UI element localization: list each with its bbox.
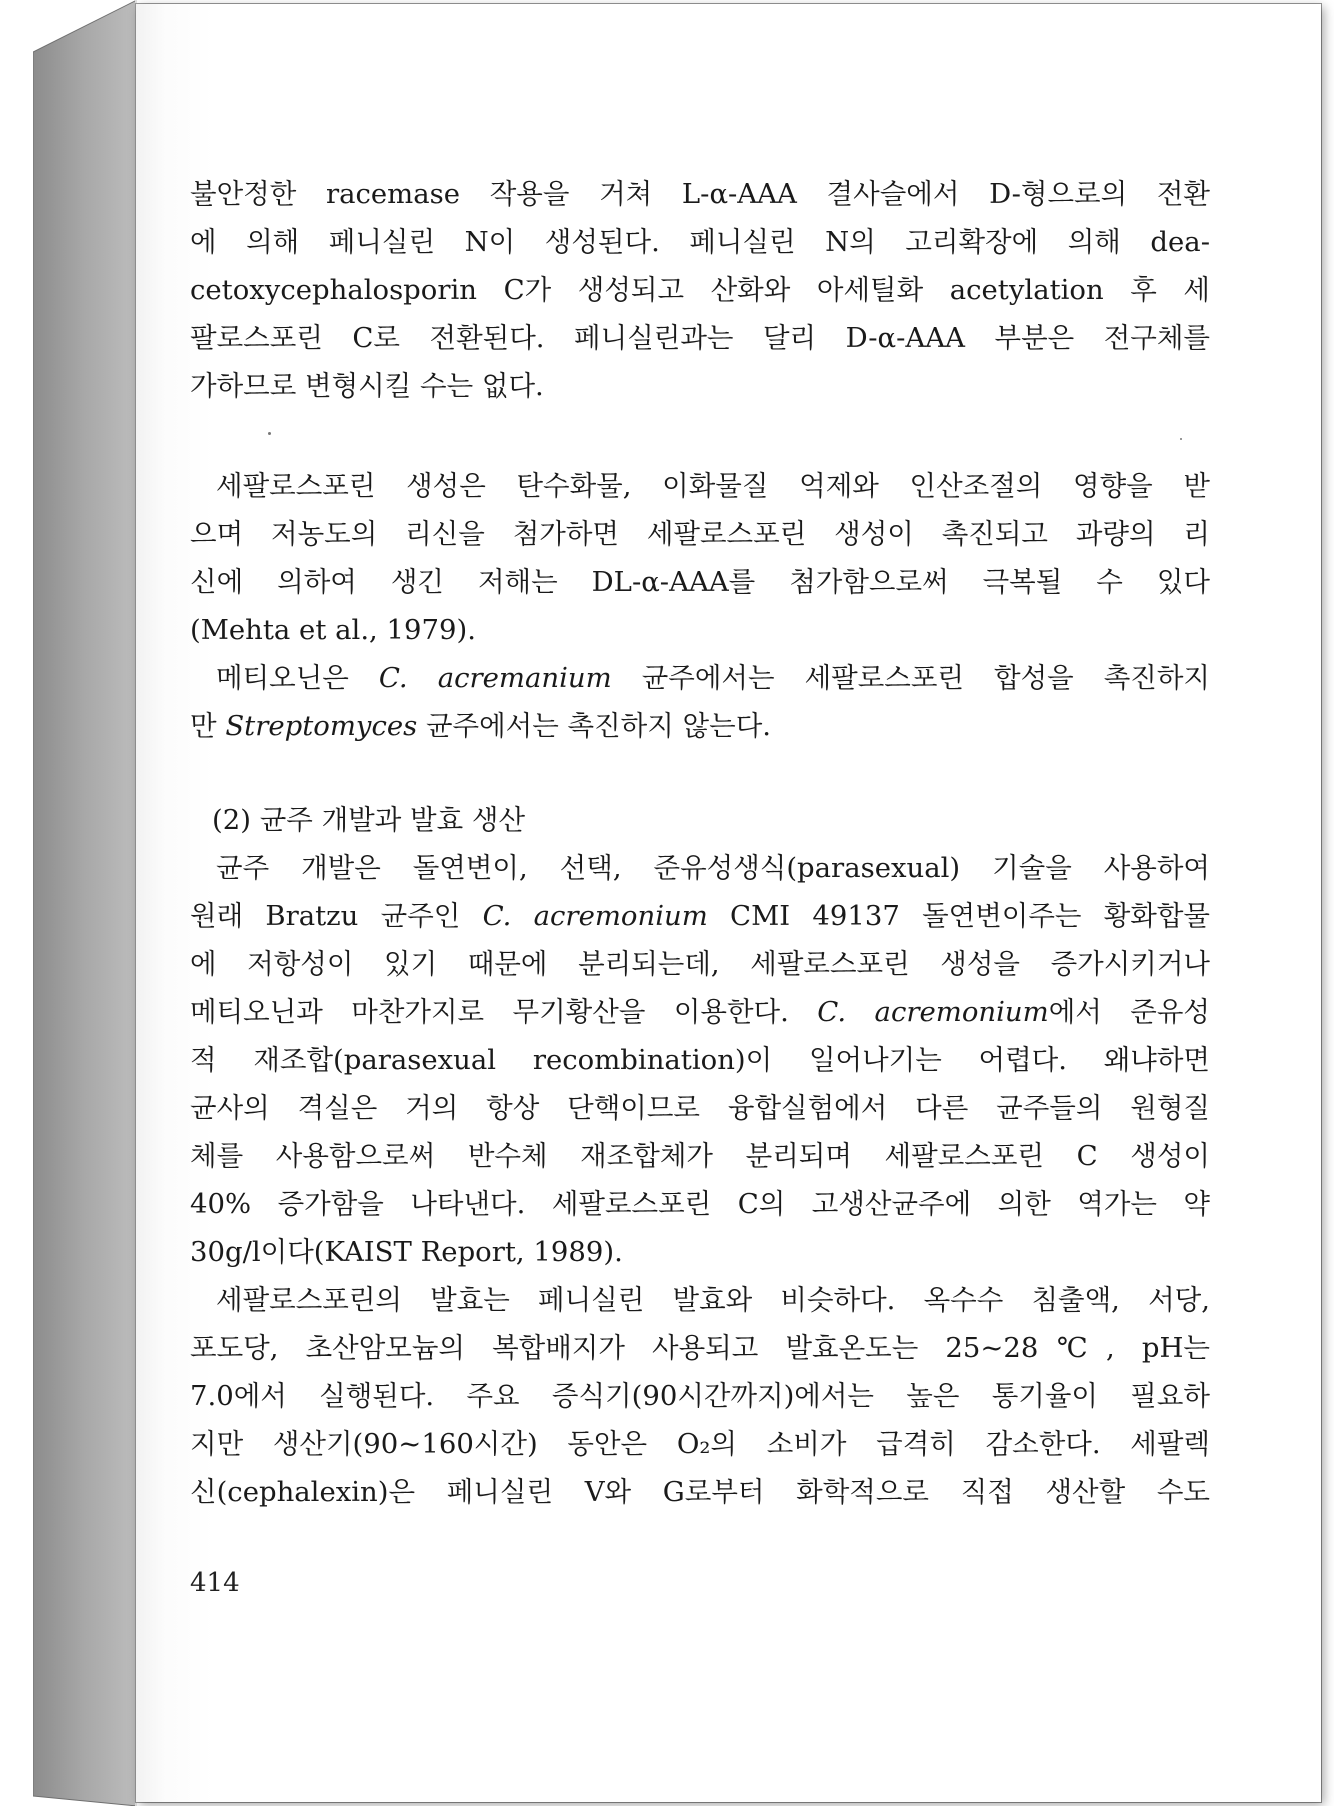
text-line: 적 재조합(parasexual recombination)이 일어나기는 어렵다. 왜냐하면	[190, 1044, 1210, 1076]
text-line: 신(cephalexin)은 페니실린 V와 G로부터 화학적으로 직접 생산할 수도	[190, 1476, 1210, 1508]
text-line: 팔로스포린 C로 전환된다. 페니실린과는 달리 D-α-AAA 부분은 전구체를	[190, 322, 1210, 354]
paragraph-5	[190, 1276, 1210, 1516]
text-line: 40% 증가함을 나타낸다. 세팔로스포린 C의 고생산균주에 의한 역가는 약	[190, 1188, 1210, 1220]
text-line: 세팔로스포린 생성은 탄수화물, 이화물질 억제와 인산조절의 영향을 받	[216, 470, 1210, 502]
text-line: 지만 생산기(90~160시간) 동안은 O₂의 소비가 급격히 감소한다. 세팔렉	[190, 1428, 1210, 1460]
page-number: 414	[190, 1568, 240, 1598]
paragraph-2	[190, 462, 1210, 654]
species-name: Streptomyces	[225, 710, 418, 742]
species-name: C. acremanium	[378, 662, 612, 694]
paragraph-3	[190, 654, 1210, 750]
text-line: 불안정한 racemase 작용을 거쳐 L-α-AAA 결사슬에서 D-형으로의 전환	[190, 178, 1210, 210]
section-heading: (2) 균주 개발과 발효 생산	[212, 804, 526, 836]
text-line: 포도당, 초산암모늄의 복합배지가 사용되고 발효온도는 25~28℃, pH는	[190, 1332, 1210, 1364]
text-line: 균사의 격실은 거의 항상 단핵이므로 융합실험에서 다른 균주들의 원형질	[190, 1092, 1210, 1124]
text-line: 가하므로 변형시킬 수는 없다.	[190, 370, 544, 402]
page-body	[190, 170, 1210, 1516]
paragraph-4	[190, 844, 1210, 1276]
text-line: 원래 Bratzu 균주인 C. acremonium CMI 49137 돌연변이주는 황화합물	[190, 900, 1210, 932]
text-line: cetoxycephalosporin C가 생성되고 산화와 아세틸화 acetylation 후 세	[190, 274, 1210, 306]
species-name: C. acremonium	[817, 996, 1049, 1028]
text-line: 균주 개발은 돌연변이, 선택, 준유성생식(parasexual) 기술을 사용하여	[216, 852, 1210, 884]
book-spine	[33, 0, 137, 1806]
species-name: C. acremonium	[482, 900, 708, 932]
text-line: 체를 사용함으로써 반수체 재조합체가 분리되며 세팔로스포린 C 생성이	[190, 1140, 1210, 1172]
text-line: 메티오닌은 C. acremanium 균주에서는 세팔로스포린 합성을 촉진하지	[216, 662, 1210, 694]
text-line: 메티오닌과 마찬가지로 무기황산을 이용한다. C. acremonium에서 준유성	[190, 996, 1210, 1028]
text-line: 만 Streptomyces 균주에서는 촉진하지 않는다.	[190, 710, 771, 742]
text-line: (Mehta et al., 1979).	[190, 614, 476, 646]
text-line: 으며 저농도의 리신을 첨가하면 세팔로스포린 생성이 촉진되고 과량의 리	[190, 518, 1210, 550]
paragraph-1	[190, 170, 1210, 410]
text-line: 세팔로스포린의 발효는 페니실린 발효와 비슷하다. 옥수수 침출액, 서당,	[216, 1284, 1210, 1316]
text-line: 신에 의하여 생긴 저해는 DL-α-AAA를 첨가함으로써 극복될 수 있다	[190, 566, 1210, 598]
text-line: 7.0에서 실행된다. 주요 증식기(90시간까지)에서는 높은 통기율이 필요하	[190, 1380, 1210, 1412]
text-line: 30g/l이다(KAIST Report, 1989).	[190, 1236, 623, 1268]
text-line: 에 저항성이 있기 때문에 분리되는데, 세팔로스포린 생성을 증가시키거나	[190, 948, 1210, 980]
text-line: 에 의해 페니실린 N이 생성된다. 페니실린 N의 고리확장에 의해 dea-	[190, 226, 1210, 258]
